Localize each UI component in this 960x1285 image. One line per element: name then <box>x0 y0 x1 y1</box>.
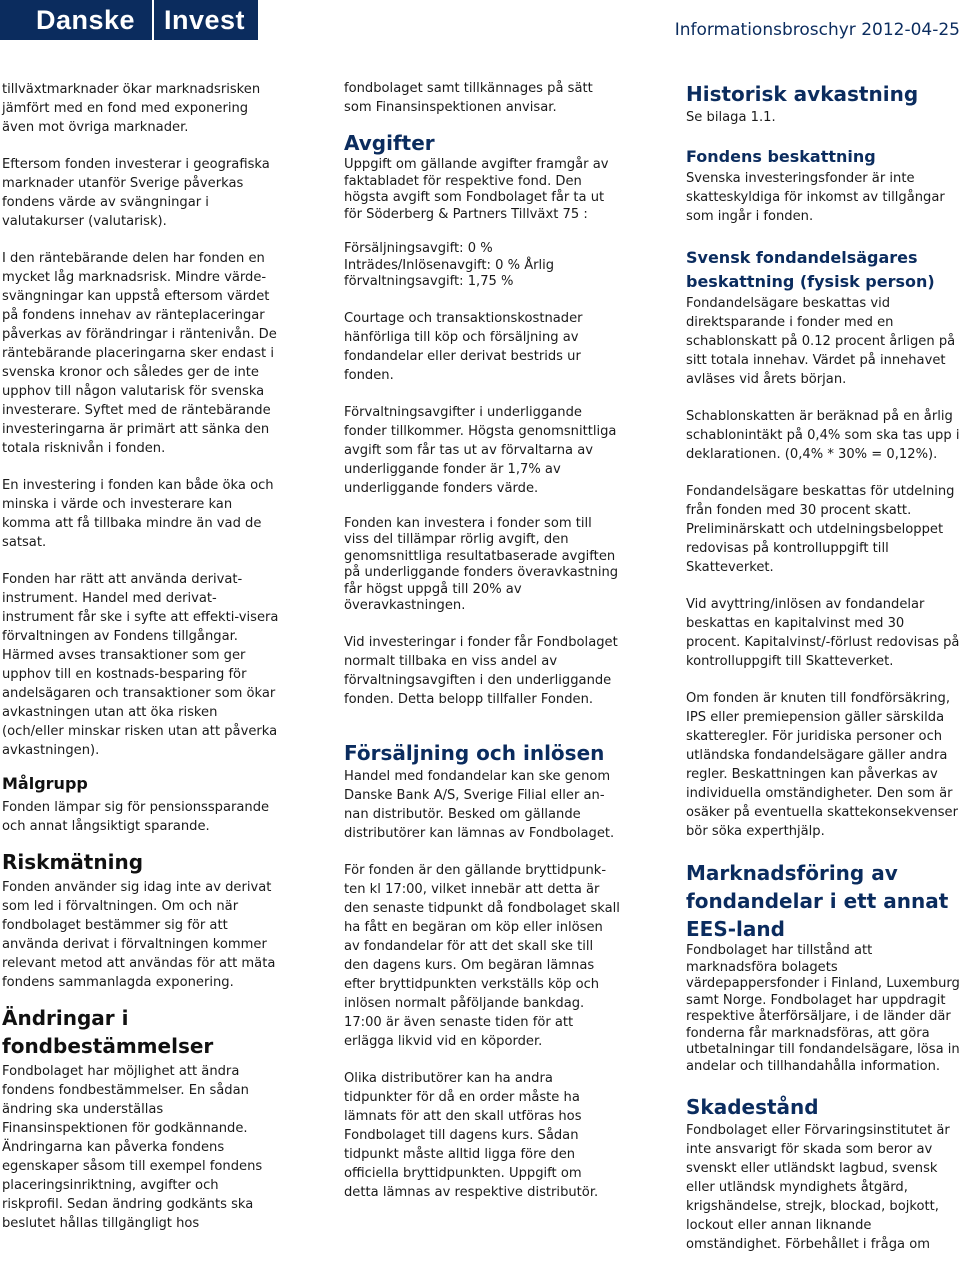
document-title: Informationsbroschyr 2012-04-25 <box>674 20 960 40</box>
paragraph-fees: Försäljningsavgift: 0 % Inträdes/Inlösenavgift: 0 % Årlig förvaltningsavgift: 1,75 % <box>344 241 555 289</box>
paragraph-malgrupp: Fonden lämpar sig för pensionssparande och annat långsiktigt sparande. <box>2 800 270 834</box>
paragraph-andringar: Fondbolaget har möjlighet att ändra fondens fondbestämmelser. En sådan ändring ska underställas Finansinspektionen för godkännande. Ändringarna kan påverka fondens egenskaper såsom till exempel fondens placeringsinriktning, avgifter och riskprofil. Sedan ändring godkänts ska beslutet hållas tillgängligt hos <box>2 1064 263 1231</box>
paragraph-derivat: Fonden har rätt att använda derivat-instrument. Handel med derivat-instrument får ske i syfte att effekti-visera förvaltningen av Fondens tillgångar. Härmed avses transaktioner som ger upphov till en kostnads-besparing för andelsägaren och transaktioner som ökar avkastningen utan att öka risken (och/eller minskar risken utan att påverka avkastningen). <box>2 572 279 758</box>
paragraph-fondens-beskattning: Svenska investeringsfonder är inte skatteskyldiga för inkomst av tillgångar som ingår i fonden. <box>686 171 945 224</box>
paragraph-avgifter: Uppgift om gällande avgifter framgår av faktabladet för respektive fond. Den högsta avgift som Fondbolaget får ta ut för Söderberg & Partners Tillväxt 75 : <box>344 157 609 222</box>
paragraph-avyttring: Vid avyttring/inlösen av fondandelar beskattas en kapitalvinst med 30 procent. Kapitalvinst/-förlust redovisas på kontrolluppgift till Skatteverket. <box>686 597 960 669</box>
heading-fondens-beskattning: Fondens beskattning <box>686 147 876 166</box>
heading-svensk-beskattning: Svensk fondandelsägares beskattning (fysisk person) <box>686 248 935 291</box>
paragraph-riskmatning: Fonden använder sig idag inte av derivat som led i förvaltningen. Om och när fondbolaget bestämmer sig för att använda derivat i förvaltningen kommer relevant metod att användas för att mäta fondens sammanlagda exponering. <box>2 880 276 990</box>
heading-skadestand: Skadestånd <box>686 1095 819 1119</box>
logo-invest: Invest <box>154 0 258 40</box>
paragraph-finansinspektionen: fondbolaget samt tillkännages på sätt som Finansinspektionen anvisar. <box>344 81 593 115</box>
heading-malgrupp: Målgrupp <box>2 774 88 793</box>
logo-danske: Danske <box>0 0 152 40</box>
paragraph-schablonskatt: Fondandelsägare beskattas vid direktsparande i fonder med en schablonskatt på 0.12 procent årligen på sitt totala innehav. Värdet på innehavet avläses vid årets början. <box>686 296 956 387</box>
heading-riskmatning: Riskmätning <box>2 850 144 874</box>
heading-andringar: Ändringar i fondbestämmelser <box>2 1006 214 1058</box>
paragraph-retur: Vid investeringar i fonder får Fondbolaget normalt tillbaka en viss andel av förvaltningsavgiften i den underliggande fonden. Detta belopp tillfaller Fonden. <box>344 634 618 707</box>
paragraph-valutarisk: Eftersom fonden investerar i geografiska marknader utanför Sverige påverkas fondens värde av svängningar i valutakurser (valutarisk). <box>2 157 270 229</box>
paragraph-investering: En investering i fonden kan både öka och minska i värde och investerare kan komma att få tillbaka mindre än vad de satsat. <box>2 478 274 550</box>
paragraph-bryttid: För fonden är den gällande bryttidpunk-ten kl 17:00, vilket innebär att detta är den senaste tidpunkt då fondbolaget skall ha fått en begäran om köp eller inlösen av fondandelar för att det skall ske till den dagens kurs. Om begäran lämnas efter bryttidpunkten verkställs köp och inlösen normalt påföljande bankdag. 17:00 är även senaste tiden för att erlägga likvid vid en köporder. <box>344 862 620 1049</box>
heading-avgifter: Avgifter <box>344 131 435 155</box>
paragraph-rantebarande: I den räntebärande delen har fonden en mycket låg marknadsrisk. Mindre värde-svängningar kan uppstå eftersom värdet på fondens innehav av ränteplaceringar påverkas av förändringar i räntenivån. De räntebärande placeringarna sker endast i svenska kronor och således ger de inte upphov till någon valutarisk för svenska investerare. Syftet med de räntebärande investeringarna är primärt att sänka den totala risknivån i fonden. <box>2 251 277 456</box>
paragraph-courtage: Courtage och transaktionskostnader hänförliga till köp och försäljning av fondandelar eller derivat bestrids ur fonden. <box>344 310 583 383</box>
column-left <box>2 80 280 1251</box>
paragraph-rorlig-avgift: Fonden kan investera i fonder som till viss del tillämpar rörlig avgift, den genomsnittliga resultatbaserade avgiften på underliggande fonders överavkastning får högst uppgå till 20% av överavkastningen. <box>344 515 619 613</box>
paragraph-skadestand: Fondbolaget eller Förvaringsinstitutet är inte ansvarigt för skada som beror av svenskt eller utländskt lagbud, svensk eller utländsk myndighets åtgärd, krigshändelse, strejk, blockad, bojkott, lockout eller annan liknande omständighet. Förbehållet i fråga om <box>686 1123 950 1252</box>
paragraph-utdelning: Fondandelsägare beskattas för utdelning från fonden med 30 procent skatt. Preliminärskatt och utdelningsbeloppet redovisas på kontrolluppgift till Skatteverket. <box>686 484 955 575</box>
paragraph-historisk: Se bilaga 1.1. <box>686 110 776 125</box>
paragraph-ips: Om fonden är knuten till fondförsäkring, IPS eller premiepension gäller särskilda skatteregler. För juridiska personer och utländska fondandelsägare gäller andra regler. Beskattningen kan påverkas av individuella omständigheter. Den som är osäker på eventuella skattekonsekvenser bör söka experthjälp. <box>686 691 958 839</box>
paragraph-handel: Handel med fondandelar kan ske genom Danske Bank A/S, Sverige Filial eller an-nan distributör. Besked om gällande distributörer kan lämnas av Fondbolaget. <box>344 768 615 841</box>
column-middle <box>344 80 620 1220</box>
paragraph-forvaltningsavgifter: Förvaltningsavgifter i underliggande fonder tillkommer. Högsta genomsnittliga avgift som får tas ut av förvaltarna av underliggande fonder är 1,7% av underliggande fonders värde. <box>344 404 617 496</box>
column-right <box>686 80 960 1272</box>
heading-historisk-avkastning: Historisk avkastning <box>686 82 919 106</box>
paragraph-marknadsforing: Fondbolaget har tillstånd att marknadsföra bolagets värdepappersfonder i Finland, Luxemburg samt Norge. Fondbolaget har uppdragit respektive återförsäljare, i de länder där fonderna får marknadsföras, att göra utbetalningar till fondandelsägare, lösa in andelar och tillhandahålla information. <box>686 943 960 1074</box>
paragraph-schablonintakt: Schablonskatten är beräknad på en årlig schablonintäkt på 0,4% som ska tas upp i deklarationen. (0,4% * 30% = 0,12%). <box>686 409 960 462</box>
danske-invest-logo <box>0 0 258 40</box>
paragraph-tillvaxt: tillväxtmarknader ökar marknadsrisken jämfört med en fond med exponering även mot övriga marknader. <box>2 82 261 135</box>
heading-marknadsforing: Marknadsföring av fondandelar i ett annat EES-land <box>686 861 949 941</box>
paragraph-distributorer: Olika distributörer kan ha andra tidpunkter för då en order måste ha lämnats för att den skall utföras hos Fondbolaget till dagens kurs. Sådan tidpunkt måste alltid ligga före den officiella bryttidpunkten. Uppgift om detta lämnas av respektive distributör. <box>344 1070 599 1200</box>
heading-forsaljning: Försäljning och inlösen <box>344 740 605 765</box>
